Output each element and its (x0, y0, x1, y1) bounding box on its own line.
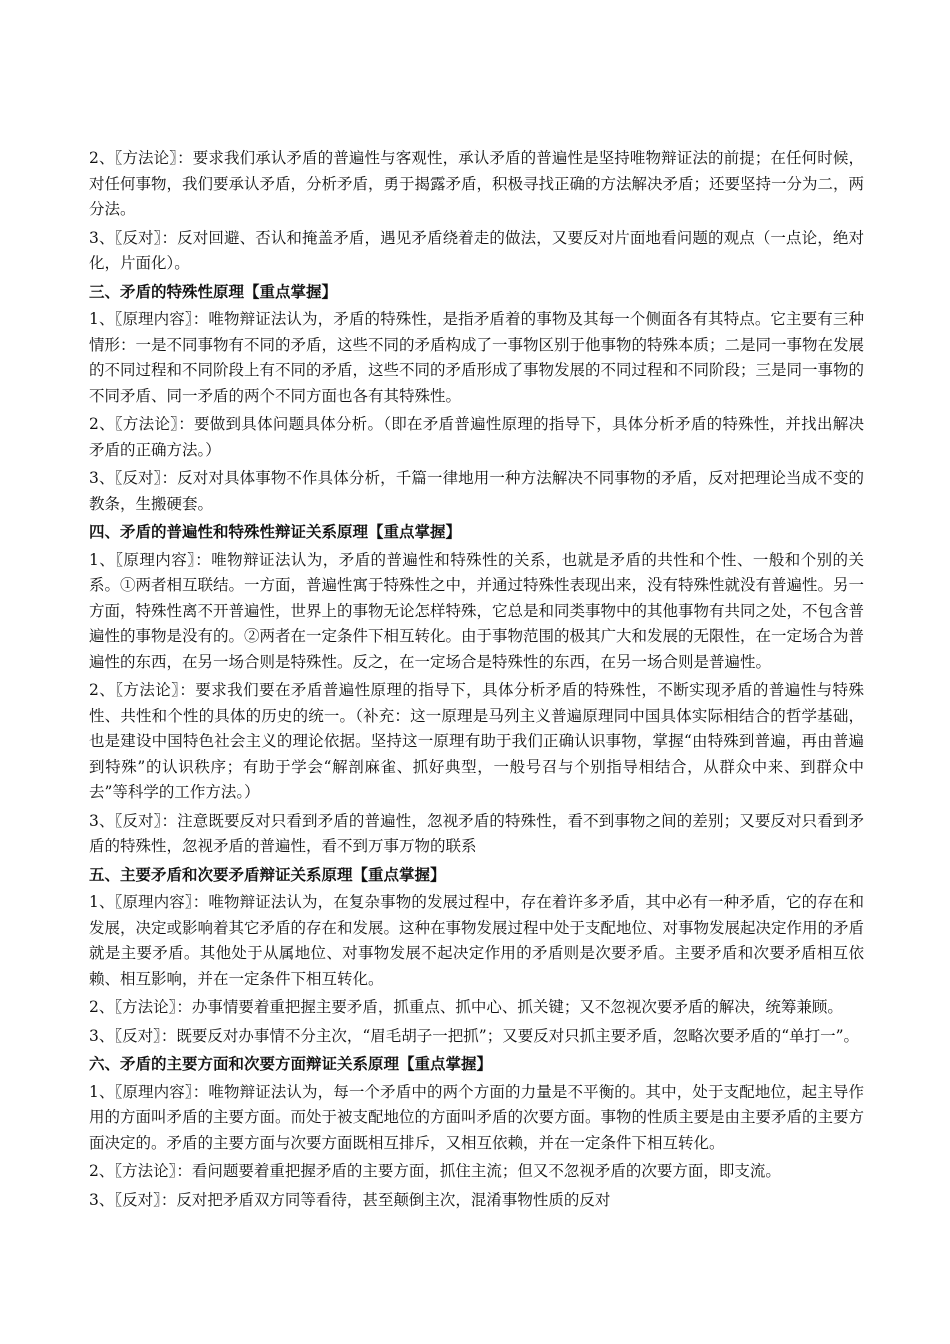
paragraph: 1、〖原理内容〗：唯物辩证法认为，每一个矛盾中的两个方面的力量是不平衡的。其中，处于支配地位，起主导作用的方面叫矛盾的主要方面。而处于被支配地位的方面叫矛盾的次要方面。事物的性质主要是由主要矛盾的主要方面决定的。矛盾的主要方面与次要方面既相互排斥，又相互依赖，并在一定条件下相互转化。 (89, 1082, 865, 1152)
section-heading: 四、矛盾的普遍性和特殊性辩证关系原理【重点掌握】 (89, 523, 462, 541)
document-page (89, 146, 864, 1216)
paragraph: 2、〖方法论〗：看问题要着重把握矛盾的主要方面，抓住主流；但又不忽视矛盾的次要方面，即支流。 (89, 1162, 781, 1180)
section-heading: 五、主要矛盾和次要矛盾辩证关系原理【重点掌握】 (89, 865, 446, 884)
paragraph: 1、〖原理内容〗：唯物辩证法认为，矛盾的特殊性，是指矛盾着的事物及其每一个侧面各有其特点。它主要有三种情形：一是不同事物有不同的矛盾，这些不同的矛盾构成了一事物区别于他事物的特殊本质；二是同一事物在发展的不同过程和不同阶段上有不同的矛盾，这些不同的矛盾形成了事物发展的不同过程和不同阶段；三是同一事物的不同矛盾、同一矛盾的两个不同方面也各有其特殊性。 (89, 310, 865, 405)
paragraph: 1、〖原理内容〗：唯物辩证法认为，矛盾的普遍性和特殊性的关系，也就是矛盾的共性和个性、一般和个别的关系。①两者相互联结。一方面，普遍性寓于特殊性之中，并通过特殊性表现出来，没有特殊性就没有普遍性。另一方面，特殊性离不开普遍性，世界上的事物无论怎样特殊，它总是和同类事物中的其他事物有共同之处，不包含普遍性的事物是没有的。②两者在一定条件下相互转化。由于事物范围的极其广大和发展的无限性，在一定场合为普遍性的东西，在另一场合则是特殊性。反之，在一定场合是特殊性的东西，在另一场合则是普遍性。 (89, 550, 865, 671)
section-heading: 六、矛盾的主要方面和次要方面辩证关系原理【重点掌握】 (89, 1055, 493, 1073)
paragraph: 2、〖方法论〗：要做到具体问题具体分析。（即在矛盾普遍性原理的指导下，具体分析矛盾的特殊性，并找出解决矛盾的正确方法。） (89, 415, 864, 459)
section-heading: 三、矛盾的特殊性原理【重点掌握】 (89, 282, 338, 301)
paragraph: 3、〖反对〗：反对把矛盾双方同等看待，甚至颠倒主次，混淆事物性质的反对 (89, 1190, 611, 1209)
paragraph: 3、〖反对〗：反对回避、否认和掩盖矛盾，遇见矛盾绕着走的做法，又要反对片面地看问题的观点（一点论，绝对化，片面化）。 (89, 228, 864, 272)
paragraph: 3、〖反对〗：既要反对办事情不分主次，“眉毛胡子一把抓”；又要反对只抓主要矛盾，忽略次要矛盾的“单打一”。 (89, 1026, 860, 1045)
paragraph: 2、〖方法论〗：要求我们承认矛盾的普遍性与客观性，承认矛盾的普遍性是坚持唯物辩证法的前提；在任何时候，对任何事物，我们要承认矛盾，分析矛盾，勇于揭露矛盾，积极寻找正确的方法解决矛盾；还要坚持一分为二，两分法。 (89, 149, 865, 218)
paragraph: 2、〖方法论〗：要求我们要在矛盾普遍性原理的指导下，具体分析矛盾的特殊性，不断实现矛盾的普遍性与特殊性、共性和个性的具体的历史的统一。（补充：这一原理是马列主义普遍原理同中国具体实际相结合的哲学基础，也是建设中国特色社会主义的理论依据。坚持这一原理有助于我们正确认识事物，掌握“由特殊到普遍，再由普遍到特殊”的认识秩序；有助于学会“解剖麻雀、抓好典型，一般号召与个别指导相结合，从群众中来、到群众中去”等科学的工作方法。） (89, 681, 864, 801)
paragraph: 3、〖反对〗：注意既要反对只看到矛盾的普遍性，忽视矛盾的特殊性，看不到事物之间的差别；又要反对只看到矛盾的特殊性，忽视矛盾的普遍性，看不到万事万物的联系 (89, 811, 864, 855)
paragraph: 2、〖方法论〗：办事情要着重把握主要矛盾，抓重点、抓中心、抓关键；又不忽视次要矛盾的解决，统筹兼顾。 (89, 998, 843, 1016)
paragraph: 3、〖反对〗：反对对具体事物不作具体分析，千篇一律地用一种方法解决不同事物的矛盾，反对把理论当成不变的教条，生搬硬套。 (89, 469, 864, 513)
paragraph: 1、〖原理内容〗：唯物辩证法认为，在复杂事物的发展过程中，存在着许多矛盾，其中必有一种矛盾，它的存在和发展，决定或影响着其它矛盾的存在和发展。这种在事物发展过程中处于支配地位、对事物发展起决定作用的矛盾就是主要矛盾。其他处于从属地位、对事物发展不起决定作用的矛盾则是次要矛盾。主要矛盾和次要矛盾相互依赖、相互影响，并在一定条件下相互转化。 (89, 893, 865, 988)
